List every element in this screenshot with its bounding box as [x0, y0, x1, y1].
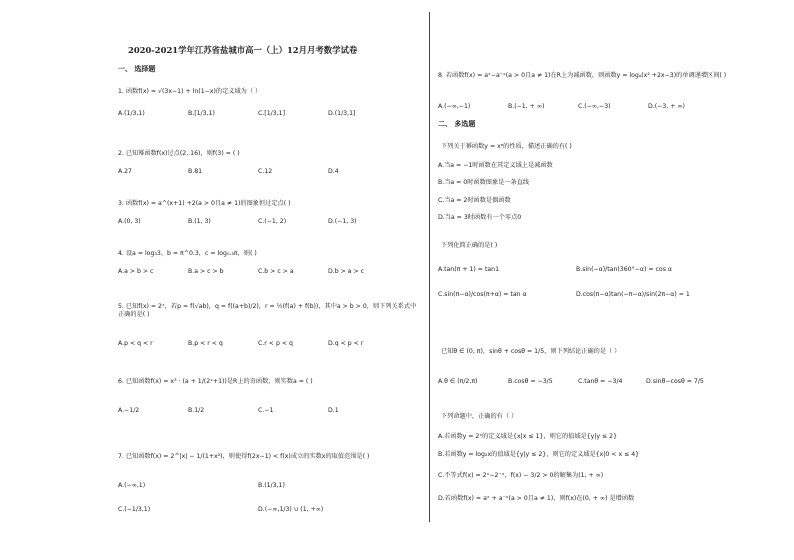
multi-question-3-options — [438, 378, 738, 387]
option-a[interactable]: A.(−∞,1) — [118, 482, 146, 489]
option-b[interactable]: B.a > c > b — [188, 268, 224, 275]
option-d[interactable]: D.(−∞,1/3) ∪ (1, +∞) — [258, 506, 324, 513]
multi-question-2-options-row-1 — [438, 266, 738, 275]
option-c[interactable]: C.−1 — [258, 407, 274, 414]
option-b[interactable]: B.sin(−α)/tan(360°−α) = cos α — [576, 266, 672, 273]
option-b[interactable]: B.p < r < q — [188, 340, 223, 347]
option-a[interactable]: A.若函数y = 2ˣ的定义域是{x|x ≤ 1}，则它的值域是{y|y ≤ 2} — [438, 433, 618, 440]
option-c[interactable]: C.(−1, 2) — [258, 218, 287, 225]
option-b[interactable]: B.[1/3,1) — [188, 110, 215, 117]
option-d[interactable]: D.(−1, 3) — [328, 218, 357, 225]
option-a[interactable]: A.(0, 3) — [118, 218, 141, 225]
question-7-options-row-1 — [118, 482, 418, 491]
option-a[interactable]: A.当a = −1时函数在其定义域上是减函数 — [438, 162, 553, 169]
question-6-options — [118, 407, 418, 416]
question-7-options-row-2 — [118, 506, 418, 515]
multi-question-3-stem: 已知θ ∈ (0, π)，sinθ + cosθ = 1/5，则下列结论正确的是（ ） — [441, 348, 621, 355]
option-d[interactable]: D.q < p < r — [328, 340, 364, 347]
option-b[interactable]: B.若函数y = log₂x的值域是{y|y ≤ 2}，则它的定义域是{x|0 < x ≤ 4} — [438, 451, 640, 458]
option-c[interactable]: C.b > c > a — [258, 268, 294, 275]
option-d[interactable]: D.1 — [328, 407, 339, 414]
option-b[interactable]: B.当a = 0时函数图象是一条直线 — [438, 179, 530, 186]
question-5-stem: 5. 已知f(x) = 2ˣ，若p = f(√ab)，q = f((a+b)/2)，r = ½(f(a) + f(b))，其中a > b > 0，则下列关系式中正确的是( ) — [118, 303, 417, 318]
option-a[interactable]: A.tan(π + 1) = tan1 — [438, 266, 500, 273]
option-c[interactable]: C.sin(π−α)/cos(π+α) = tan α — [438, 291, 527, 298]
question-8-stem: 8. 若函数f(x) = aˣ−a⁻ˣ(a > 0且a ≠ 1)在R上为减函数，则函数y = logₐ(x² +2x−3)的单调递增区间( ) — [438, 72, 727, 79]
question-2-stem: 2. 已知幂函数f(x)过点(2, 16)，则f(3) = ( ) — [118, 150, 240, 157]
question-8-options — [438, 103, 738, 112]
multi-question-2-stem: 下列化简正确的是( ) — [441, 242, 498, 249]
section-multiple-choice: 二、 多选题 — [438, 120, 476, 128]
option-d[interactable]: D.(1/3,1] — [328, 110, 356, 117]
column-divider — [429, 12, 430, 522]
option-c[interactable]: C.tanθ = −3/4 — [578, 378, 623, 385]
option-c[interactable]: C.(−1/3,1) — [118, 506, 151, 513]
option-a[interactable]: A.p < q < r — [118, 340, 153, 347]
option-c[interactable]: C.不等式f(x) = 2ˣ−2⁻ˣ，f(x) − 3/2 > 0的解集为(1, + ∞) — [438, 472, 604, 479]
option-c[interactable]: C.当a = 2时函数是偶函数 — [438, 197, 511, 204]
option-d[interactable]: D.b > a > c — [328, 268, 365, 275]
option-a[interactable]: A.(−∞,−1) — [438, 103, 471, 110]
option-d[interactable]: D.4 — [328, 168, 339, 175]
option-b[interactable]: B.(1/3,1) — [258, 482, 285, 489]
option-b[interactable]: B.81 — [188, 168, 203, 175]
option-d[interactable]: D.sinθ−cosθ = 7/5 — [646, 378, 704, 385]
option-a[interactable]: A.θ ∈ (π/2,π) — [438, 378, 478, 385]
option-a[interactable]: A.27 — [118, 168, 132, 175]
option-c[interactable]: C.(−∞,−3) — [578, 103, 611, 110]
option-b[interactable]: B.cosθ = −3/5 — [508, 378, 553, 385]
option-c[interactable]: C.r < p < q — [258, 340, 293, 347]
question-4-stem: 4. 设a = log₃3，b = π^0.3，c = log₀.₃π，则( ) — [118, 250, 257, 257]
question-2-options — [118, 168, 418, 177]
option-d[interactable]: D.(−3, + ∞) — [648, 103, 685, 110]
option-c[interactable]: C.[1/3,1] — [258, 110, 285, 117]
section-single-choice: 一、 选择题 — [118, 65, 156, 73]
option-a[interactable]: A.(1/3,1) — [118, 110, 145, 117]
question-4-options — [118, 268, 418, 277]
exam-title: 2020-2021学年江苏省盐城市高一（上）12月月考数学试卷 — [128, 45, 358, 55]
question-1-options — [118, 110, 418, 119]
question-1-stem: 1. 函数f(x) = √(3x−1) + ln(1−x)的定义域为（ ） — [118, 88, 262, 95]
option-d[interactable]: D.当a = 3时函数有一个零点0 — [438, 214, 522, 221]
question-3-stem: 3. 函数f(x) = a^(x+1) +2(a > 0且a ≠ 1)的图象恒过定点( ) — [118, 200, 291, 207]
question-5-options — [118, 340, 418, 349]
multi-question-2-options-row-2 — [438, 291, 738, 300]
option-b[interactable]: B.1/2 — [188, 407, 205, 414]
option-b[interactable]: B.(−1, + ∞) — [508, 103, 545, 110]
option-b[interactable]: B.(1, 3) — [188, 218, 211, 225]
option-a[interactable]: A.a > b > c — [118, 268, 154, 275]
option-d[interactable]: D.若函数f(x) = aˣ + a⁻ˣ(a > 0且a ≠ 1)，则f(x)在(0, + ∞) 是增函数 — [438, 495, 635, 502]
multi-question-1-stem: 下列关于幂函数y = xᵃ的性质，描述正确的有( ) — [441, 143, 572, 150]
option-a[interactable]: A.−1/2 — [118, 407, 140, 414]
option-c[interactable]: C.12 — [258, 168, 273, 175]
question-3-options — [118, 218, 418, 227]
question-7-stem: 7. 已知函数f(x) = 2^|x| − 1/(1+x²)，则使得f(2x−1) < f(x)成立的实数x的取值范围是( ) — [118, 453, 370, 460]
multi-question-4-stem: 下列命题中，正确的有（ ） — [441, 413, 518, 420]
option-d[interactable]: D.cos(π−α)tan(−π−α)/sin(2π−α) = 1 — [576, 291, 690, 298]
question-6-stem: 6. 已知函数f(x) = x³ · (a + 1/(2ˣ+1))是R上的奇函数，则实数a = ( ) — [118, 378, 313, 385]
